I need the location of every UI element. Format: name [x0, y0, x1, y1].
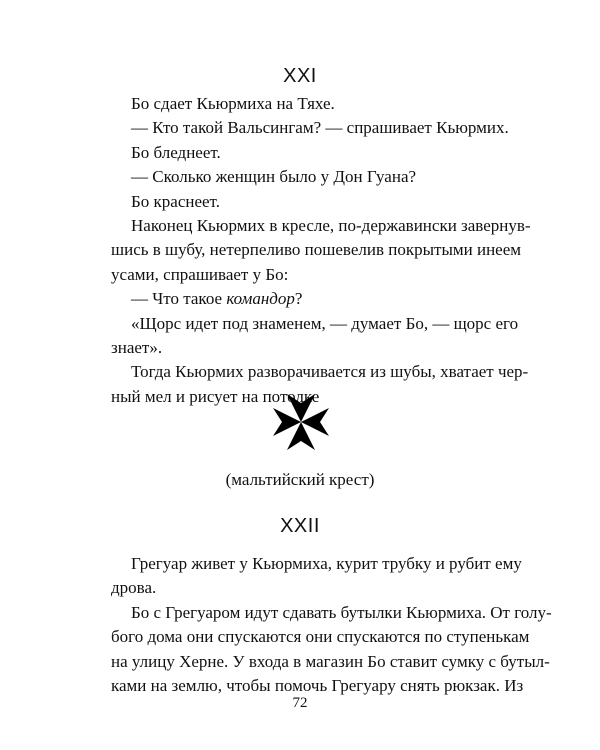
text-line: — Сколько женщин было у Дон Гуана? [131, 167, 417, 187]
text-segment: — Что такое [131, 289, 227, 309]
chapter-22-text [111, 552, 552, 698]
text-line: Тогда Кьюрмих разворачивается из шубы, хватает чер- [131, 362, 529, 382]
italic-word: командор [226, 289, 295, 309]
text-line: Бо сдает Кьюрмиха на Тяхе. [131, 94, 335, 113]
chapter-21-text [111, 92, 531, 409]
text-line: — Кто такой Вальсингам? — спрашивает Кьюрмих. [131, 118, 509, 138]
text-line [111, 287, 499, 311]
chapter-title-22: XXII [280, 515, 320, 537]
text-line: усами, спрашивает у Бо: [111, 264, 289, 284]
page-number: 72 [292, 695, 308, 711]
text-line: Бо краснеет. [131, 191, 220, 211]
text-segment: ? [294, 289, 303, 309]
text-line: «Щорс идет под знаменем, — думает Бо, — щорс его [131, 313, 519, 333]
text-line: ный мел и рисует на потолке [111, 386, 320, 406]
text-line: на улицу Херне. У входа в магазин Бо ставит сумку с бутыл- [111, 651, 550, 671]
maltese-cross-icon [270, 391, 332, 453]
text-line: Наконец Кьюрмих в кресле, по-державински завернув- [131, 215, 531, 235]
text-line: шись в шубу, нетерпеливо пошевелив покрытыми инеем [111, 240, 522, 260]
text-line: Бо бледнеет. [131, 142, 221, 162]
text-line: Грегуар живет у Кьюрмиха, курит трубку и рубит ему [131, 554, 522, 573]
text-line: Бо с Грегуаром идут сдавать бутылки Кьюрмиха. От голу- [131, 602, 552, 622]
figure-caption: (мальтийский крест) [225, 470, 375, 489]
text-line: ками на землю, чтобы помочь Грегуару снять рюкзак. Из [111, 675, 524, 695]
text-line: знает». [111, 337, 163, 357]
text-line: дрова. [111, 578, 157, 598]
text-line: бого дома они спускаются они спускаются по ступенькам [111, 627, 530, 647]
chapter-title-21: XXI [283, 65, 317, 87]
